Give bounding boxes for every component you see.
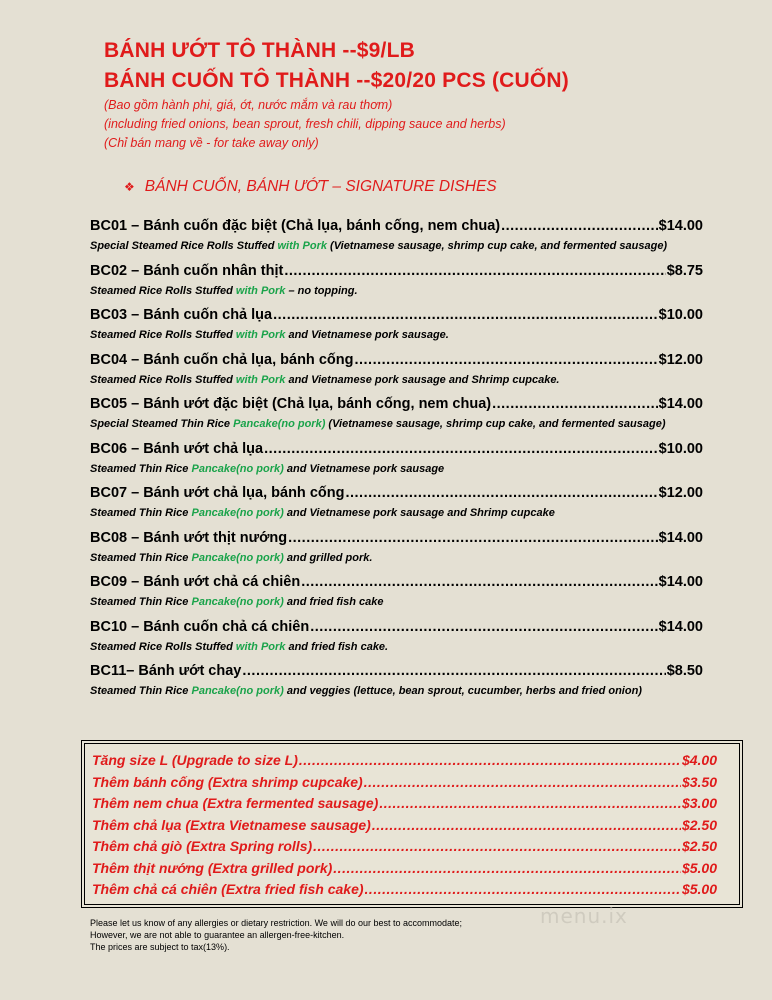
desc-text: Steamed Thin Rice: [90, 507, 192, 519]
extra-item-name: Thêm chả giò (Extra Spring rolls): [92, 838, 313, 854]
menu-item: [90, 214, 720, 259]
desc-highlight: with Pork: [235, 329, 286, 341]
extra-item-name: Thêm thịt nướng (Extra grilled pork): [92, 859, 333, 876]
diamond-bullet-icon: ❖: [124, 180, 135, 194]
desc-highlight: Pancake(no pork): [191, 685, 284, 697]
desc-highlight: with Pork: [235, 284, 286, 297]
desc-text: and Vietnamese pork sausage.: [285, 329, 449, 341]
extra-item: [92, 836, 717, 858]
desc-highlight: Pancake(no pork): [233, 418, 326, 430]
menu-item: [90, 659, 720, 704]
menu-item-price: $12.00: [658, 351, 703, 368]
menu-item-name: BC06 – Bánh ướt chả lụa: [90, 440, 264, 457]
dot-leader: [333, 858, 681, 880]
extra-item-price: $2.50: [681, 816, 717, 833]
dot-leader: [364, 772, 681, 794]
desc-text: Special Steamed Rice Rolls Stuffed: [90, 240, 278, 252]
dot-leader: [288, 526, 658, 550]
desc-highlight: Pancake(no pork): [191, 551, 284, 564]
dot-leader: [313, 836, 681, 858]
desc-text: and fried fish cake: [283, 596, 384, 608]
menu-item-name: BC07 – Bánh ướt chả lụa, bánh cống: [90, 485, 345, 501]
desc-text: Steamed Thin Rice: [90, 462, 192, 475]
menu-item-name: BC03 – Bánh cuốn chả lụa: [90, 307, 273, 323]
dot-leader: [379, 793, 681, 815]
footer-note: [90, 917, 462, 953]
dot-leader: [372, 815, 681, 837]
menu-item: [90, 526, 720, 571]
menu-item-description: [90, 416, 720, 432]
header-line-1: BÁNH ƯỚT TÔ THÀNH --$9/LB: [104, 39, 415, 62]
desc-highlight: with Pork: [235, 373, 286, 386]
desc-highlight: Pancake(no pork): [191, 596, 284, 608]
dot-leader: [264, 437, 658, 461]
desc-text: Steamed Rice Rolls Stuffed: [90, 373, 236, 386]
watermark: menu.ix: [540, 904, 628, 928]
menu-item-price: $14.00: [658, 529, 703, 546]
menu-item-description: [90, 283, 720, 299]
dot-leader: [301, 570, 657, 594]
menu-item-price: $10.00: [658, 307, 703, 323]
dot-leader: [501, 214, 658, 238]
menu-item-price: $14.00: [658, 574, 703, 590]
menu-item: [90, 437, 720, 482]
desc-text: and Vietnamese pork sausage and Shrimp cupcake: [283, 507, 555, 519]
desc-text: Special Steamed Thin Rice: [90, 418, 234, 430]
extra-item: [92, 858, 717, 880]
desc-text: and Vietnamese pork sausage and Shrimp cupcake.: [285, 373, 560, 386]
desc-text: Steamed Rice Rolls Stuffed: [90, 284, 236, 297]
dot-leader: [299, 750, 681, 772]
desc-text: (Vietnamese sausage, shrimp cup cake, and fermented sausage): [325, 418, 666, 430]
extra-item-price: $3.00: [681, 795, 717, 811]
extra-item-name: Tăng size L (Upgrade to size L): [92, 752, 298, 768]
desc-text: Steamed Thin Rice: [90, 596, 192, 608]
menu-item-description: [90, 238, 720, 254]
desc-highlight: with Pork: [235, 640, 286, 653]
menu-item-description: [90, 327, 720, 343]
menu-item: [90, 303, 720, 348]
menu-item-price: $8.50: [666, 663, 703, 679]
extra-item-name: Thêm chả lụa (Extra Vietnamese sausage): [92, 816, 371, 833]
extra-item-price: $2.50: [681, 838, 717, 854]
extra-item: [92, 815, 717, 837]
extra-item-name: Thêm chả cá chiên (Extra fried fish cake): [92, 881, 364, 897]
menu-item: [90, 348, 720, 393]
desc-text: and Vietnamese pork sausage: [283, 462, 445, 475]
desc-text: Steamed Thin Rice: [90, 685, 192, 697]
footer-line-3: The prices are subject to tax(13%).: [90, 942, 230, 952]
desc-text: and grilled pork.: [283, 551, 373, 564]
menu-item: [90, 570, 720, 615]
section-title-text: BÁNH CUỐN, BÁNH ƯỚT – SIGNATURE DISHES: [144, 178, 497, 195]
header-line-2: BÁNH CUỐN TÔ THÀNH --$20/20 PCS (CUỐN): [104, 69, 569, 92]
extras-box: [81, 740, 743, 908]
menu-item-description: [90, 639, 720, 655]
desc-text: Steamed Thin Rice: [90, 551, 192, 564]
dot-leader: [365, 879, 681, 901]
extra-item-name: Thêm nem chua (Extra fermented sausage): [92, 795, 379, 811]
dot-leader: [284, 259, 665, 283]
dot-leader: [242, 659, 665, 683]
menu-item-description: [90, 594, 720, 610]
desc-highlight: Pancake(no pork): [191, 507, 284, 519]
menu-item-name: BC11– Bánh ướt chay: [90, 663, 242, 679]
extra-item-price: $5.00: [681, 859, 717, 876]
extra-item-name: Thêm bánh cống (Extra shrimp cupcake): [92, 773, 363, 790]
desc-text: (Vietnamese sausage, shrimp cup cake, and fermented sausage): [326, 240, 668, 252]
menu-item: [90, 392, 720, 437]
extra-item: [92, 793, 717, 815]
dot-leader: [492, 392, 658, 416]
menu-item: [90, 615, 720, 660]
menu-item: [90, 481, 720, 526]
menu-item-name: BC05 – Bánh ướt đặc biệt (Chả lụa, bánh cống, nem chua): [90, 396, 492, 412]
menu-item-description: [90, 550, 720, 566]
menu-item-name: BC02 – Bánh cuốn nhân thịt: [90, 262, 284, 279]
header-note-vi: (Bao gồm hành phi, giá, ớt, nước mắm và rau thơm): [104, 98, 393, 112]
menu-item-price: $14.00: [658, 618, 703, 635]
extra-item: [92, 772, 717, 794]
dot-leader: [354, 348, 657, 372]
desc-text: – no topping.: [285, 284, 358, 297]
menu-item-price: $14.00: [658, 218, 703, 234]
menu-item-name: BC08 – Bánh ướt thịt nướng: [90, 529, 288, 546]
menu-item-name: BC09 – Bánh ướt chả cá chiên: [90, 574, 301, 590]
desc-text: Steamed Rice Rolls Stuffed: [90, 329, 236, 341]
menu-item-description: [90, 505, 720, 521]
menu-item: [90, 259, 720, 304]
desc-text: and fried fish cake.: [285, 640, 389, 653]
menu-item-price: $14.00: [658, 396, 703, 412]
header-note-en: (including fried onions, bean sprout, fresh chili, dipping sauce and herbs): [104, 117, 506, 131]
footer-line-1: Please let us know of any allergies or dietary restriction. We will do our best to accommodate;: [90, 918, 463, 928]
menu-item-price: $10.00: [658, 440, 703, 457]
menu-item-name: BC10 – Bánh cuốn chả cá chiên: [90, 618, 310, 635]
extra-item-price: $3.50: [681, 773, 717, 790]
desc-highlight: Pancake(no pork): [191, 462, 284, 475]
extra-item: [92, 879, 717, 901]
dot-leader: [273, 303, 658, 327]
extra-item: [92, 750, 717, 772]
menu-item-price: $8.75: [666, 262, 703, 279]
menu-item-price: $12.00: [658, 485, 703, 501]
dot-leader: [345, 481, 657, 505]
header-note-takeaway: (Chỉ bán mang về - for take away only): [104, 136, 319, 150]
dot-leader: [310, 615, 657, 639]
desc-highlight: with Pork: [277, 240, 327, 252]
menu-item-description: [90, 461, 720, 477]
menu-item-description: [90, 683, 720, 699]
footer-line-2: However, we are not able to guarantee an allergen-free-kitchen.: [90, 930, 345, 940]
menu-item-name: BC01 – Bánh cuốn đặc biệt (Chả lụa, bánh cống, nem chua): [90, 218, 501, 234]
desc-text: Steamed Rice Rolls Stuffed: [90, 640, 236, 653]
menu-item-description: [90, 372, 720, 388]
desc-text: and veggies (lettuce, bean sprout, cucumber, herbs and fried onion): [283, 685, 642, 697]
extra-item-price: $5.00: [681, 881, 717, 897]
extra-item-price: $4.00: [681, 752, 717, 768]
menu-list: [90, 214, 720, 704]
section-title: [124, 178, 497, 196]
menu-header: [104, 36, 569, 153]
menu-item-name: BC04 – Bánh cuốn chả lụa, bánh cống: [90, 351, 354, 368]
